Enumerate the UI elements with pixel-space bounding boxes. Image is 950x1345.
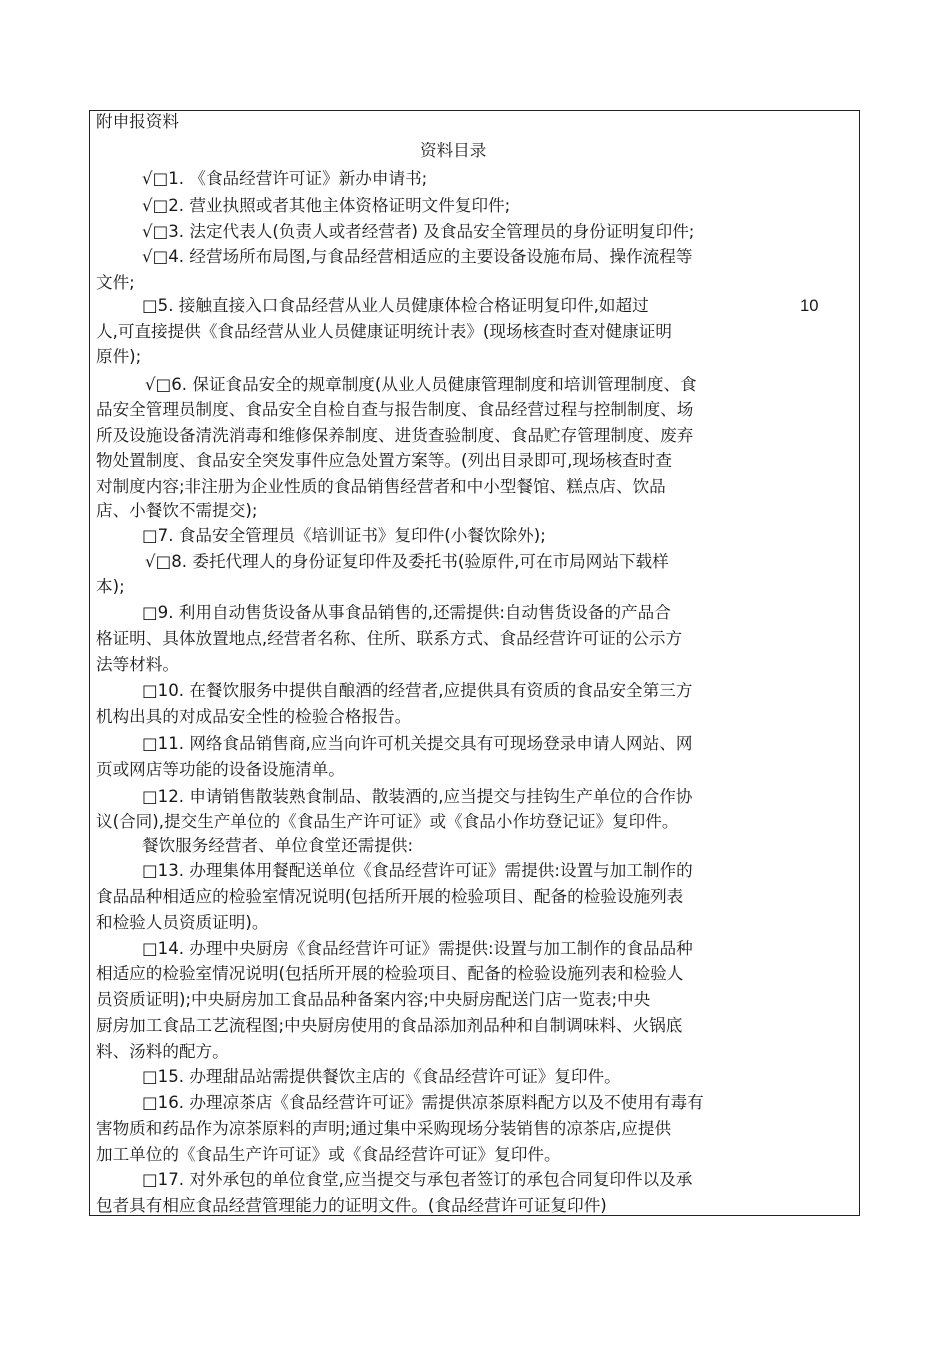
text-line: 原件); — [96, 347, 142, 366]
text-line: □7. 食品安全管理员《培训证书》复印件(小餐饮除外); — [142, 526, 546, 545]
text-line: 料、汤料的配方。 — [96, 1042, 229, 1061]
text-line: 包者具有相应食品经营管理能力的证明文件。(食品经营许可证复印件) — [96, 1196, 607, 1215]
text-line: √□1. 《食品经营许可证》新办申请书; — [142, 169, 428, 188]
text-line: √□2. 营业执照或者其他主体资格证明文件复印件; — [142, 196, 511, 215]
text-line: 页或网店等功能的设备设施清单。 — [96, 760, 345, 779]
text-line: □11. 网络食品销售商,应当向许可机关提交具有可现场登录申请人网站、网 — [142, 734, 693, 753]
text-line: 议(合同),提交生产单位的《食品生产许可证》或《食品小作坊登记证》复印件。 — [96, 812, 679, 831]
text-line: 相适应的检验室情况说明(包括所开展的检验项目、配备的检验设施列表和检验人 — [96, 964, 684, 983]
text-line: 机构出具的对成品安全性的检验合格报告。 — [96, 707, 412, 726]
text-line: 餐饮服务经营者、单位食堂还需提供: — [142, 836, 414, 855]
text-line: □17. 对外承包的单位食堂,应当提交与承包者签订的承包合同复印件以及承 — [142, 1170, 693, 1189]
text-line: √□3. 法定代表人(负责人或者经营者) 及食品安全管理员的身份证明复印件; — [142, 222, 695, 241]
text-line: 本); — [96, 577, 125, 596]
text-line: 员资质证明);中央厨房加工食品品种备案内容;中央厨房配送门店一览表;中央 — [96, 990, 651, 1009]
text-line: 所及设施设备清洗消毒和维修保养制度、进货查验制度、食品贮存管理制度、废弃 — [96, 426, 694, 445]
header-label: 附申报资料 — [96, 112, 179, 131]
text-line: □9. 利用自动售货设备从事食品销售的,还需提供:自动售货设备的产品合 — [142, 603, 671, 622]
text-line: □12. 申请销售散装熟食制品、散装酒的,应当提交与挂钩生产单位的合作协 — [142, 787, 693, 806]
toc-title: 资料目录 — [420, 141, 487, 160]
text-line: □10. 在餐饮服务中提供自酿酒的经营者,应提供具有资质的食品安全第三方 — [142, 681, 693, 700]
text-line: √□6. 保证食品安全的规章制度(从业人员健康管理制度和培训管理制度、食 — [145, 375, 697, 394]
text-line: 和检验人员资质证明)。 — [96, 913, 269, 932]
text-line: 人,可直接提供《食品经营从业人员健康证明统计表》(现场核查时查对健康证明 — [96, 322, 672, 341]
text-line: □13. 办理集体用餐配送单位《食品经营许可证》需提供:设置与加工制作的 — [142, 861, 693, 880]
text-line: 文件; — [96, 273, 135, 292]
text-line: 品安全管理员制度、食品安全自检自查与报告制度、食品经营过程与控制制度、场 — [96, 400, 694, 419]
side-number: 10 — [800, 296, 819, 315]
text-line: 法等材料。 — [96, 655, 179, 674]
text-line: □14. 办理中央厨房《食品经营许可证》需提供:设置与加工制作的食品品种 — [142, 939, 693, 958]
text-line: √□4. 经营场所布局图,与食品经营相适应的主要设备设施布局、操作流程等 — [142, 247, 693, 266]
text-line: 对制度内容;非注册为企业性质的食品销售经营者和中小型餐馆、糕点店、饮品 — [96, 477, 666, 496]
text-line: 格证明、具体放置地点,经营者名称、住所、联系方式、食品经营许可证的公示方 — [96, 629, 683, 648]
text-line: □15. 办理甜品站需提供餐饮主店的《食品经营许可证》复印件。 — [142, 1067, 621, 1086]
text-line: √□8. 委托代理人的身份证复印件及委托书(验原件,可在市局网站下载样 — [145, 552, 669, 571]
text-line: 店、小餐饮不需提交); — [96, 501, 258, 520]
text-line: 加工单位的《食品生产许可证》或《食品经营许可证》复印件。 — [96, 1145, 561, 1164]
text-line: 厨房加工食品工艺流程图;中央厨房使用的食品添加剂品种和自制调味料、火锅底 — [96, 1016, 683, 1035]
text-line: 物处置制度、食品安全突发事件应急处置方案等。(列出目录即可,现场核查时查 — [96, 451, 672, 470]
text-line: 害物质和药品作为凉茶原料的声明;通过集中采购现场分装销售的凉茶店,应提供 — [96, 1119, 672, 1138]
text-line: □16. 办理凉茶店《食品经营许可证》需提供凉茶原料配方以及不使用有毒有 — [142, 1093, 704, 1112]
text-line: □5. 接触直接入口食品经营从业人员健康体检合格证明复印件,如超过 — [142, 296, 649, 315]
text-line: 食品品种相适应的检验室情况说明(包括所开展的检验项目、配备的检验设施列表 — [96, 887, 684, 906]
